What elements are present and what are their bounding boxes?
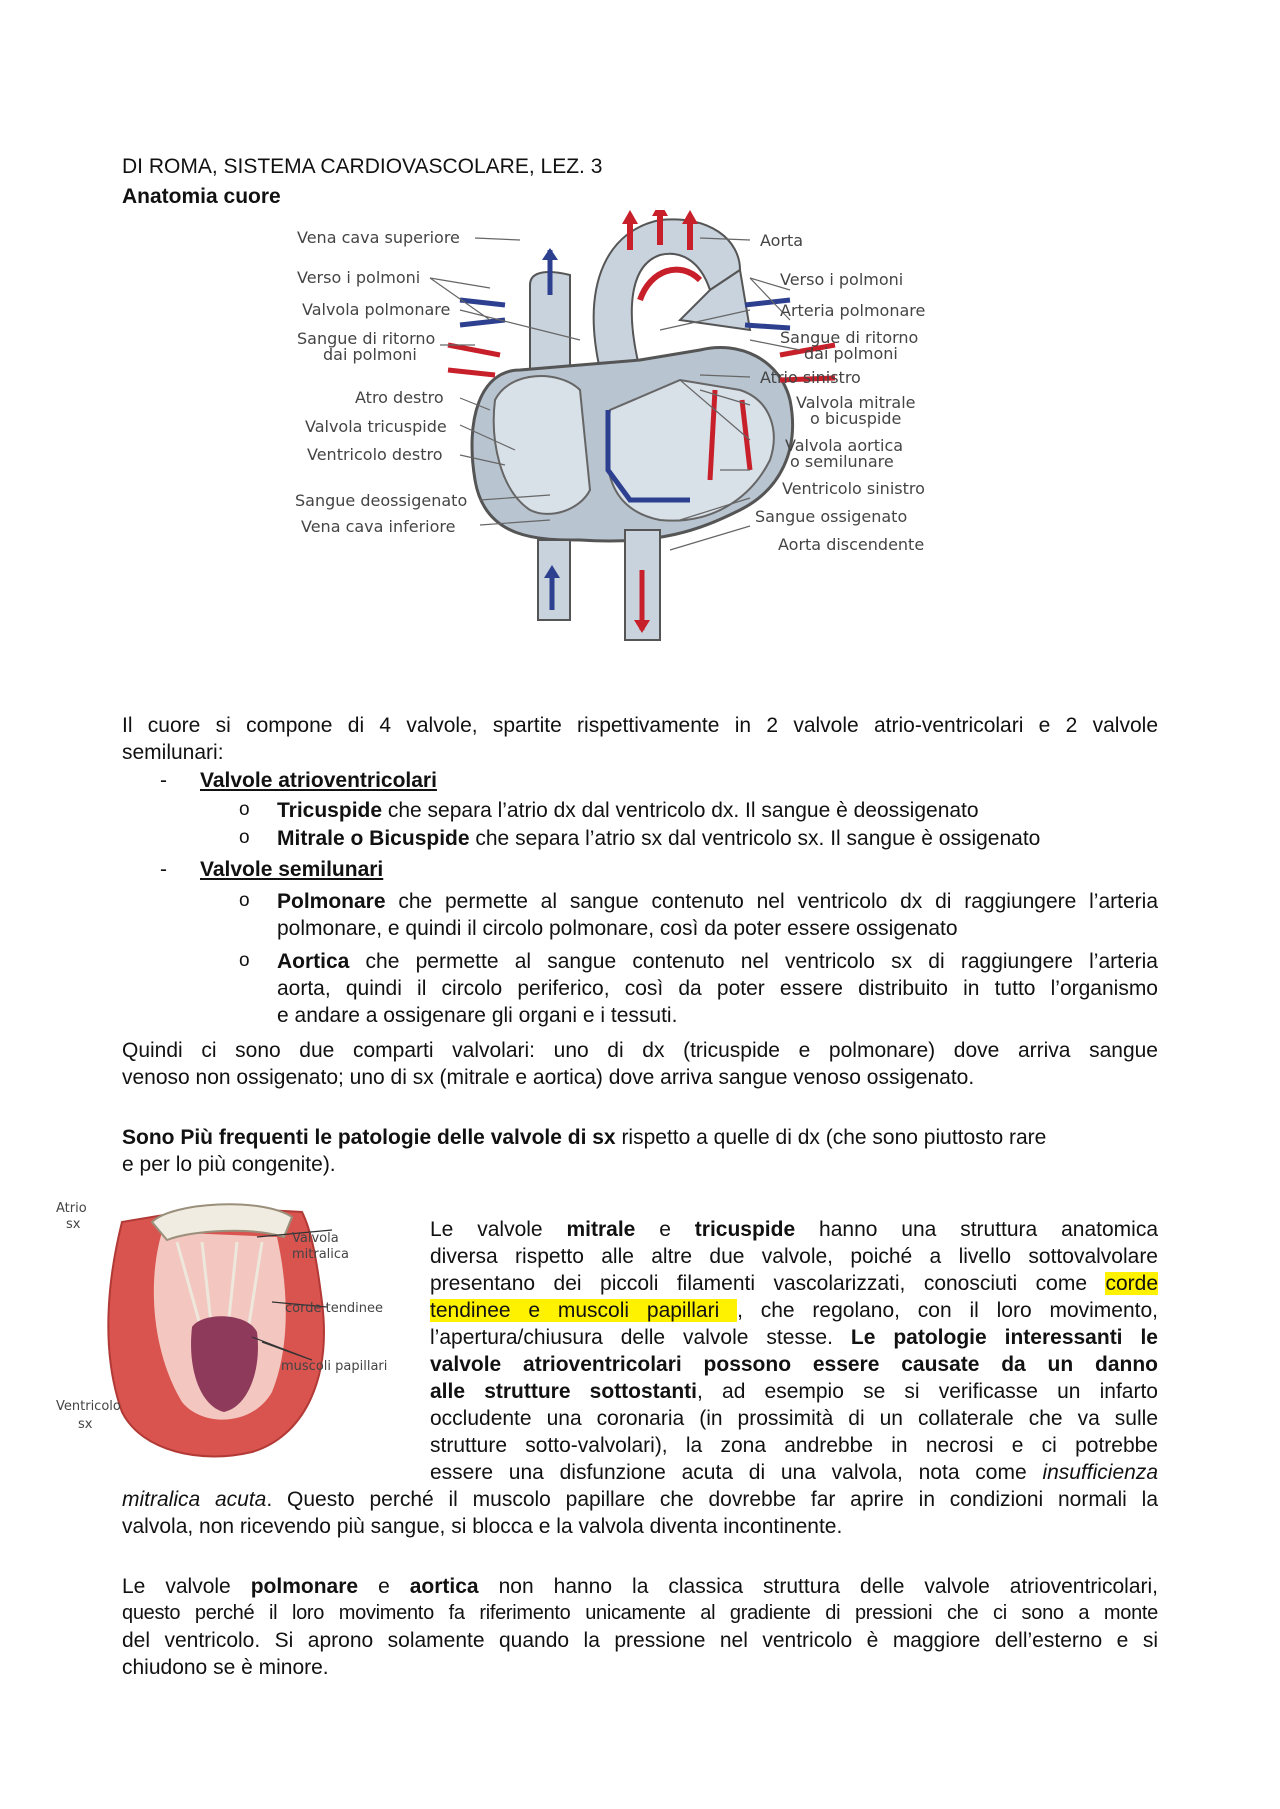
semilunar-para-line-2: questo perché il loro movimento fa riferimento unicamente al gradiente di pressioni che ci sono a monte bbox=[122, 1602, 1158, 1624]
list-dash: - bbox=[160, 858, 167, 881]
sp-text: e bbox=[358, 1575, 410, 1598]
mp-text: presentano dei piccoli filamenti vascolarizzati, conosciuti come bbox=[430, 1272, 1106, 1295]
pulmonary-name: Polmonare bbox=[277, 890, 386, 913]
label-atro-destro: Atro destro bbox=[355, 388, 444, 407]
mp-bold: alle strutture sottostanti bbox=[430, 1380, 698, 1403]
mitral-para-line-9: strutture sotto-valvolari), la zona andrebbe in necrosi e ci potrebbe bbox=[430, 1434, 1158, 1457]
label-sangue-deossigenato: Sangue deossigenato bbox=[295, 491, 468, 510]
mitral-para-line-2: diversa rispetto alle altre due valvole, poiché a livello sottovalvolare bbox=[430, 1245, 1158, 1268]
semilunar-para-line-3: del ventricolo. Si aprono solamente quando la pressione nel ventricolo è maggiore dell’esterno e si bbox=[122, 1629, 1158, 1652]
mp-bold: Le patologie interessanti le bbox=[850, 1326, 1158, 1349]
label-valvola-polmonare: Valvola polmonare bbox=[302, 300, 451, 319]
label-dai-polmoni-left: dai polmoni bbox=[323, 345, 417, 364]
aortic-text-1: che permette al sangue contenuto nel ventricolo sx di raggiungere l’arteria bbox=[349, 950, 1158, 973]
av-valves-title: Valvole atrioventricolari bbox=[200, 769, 437, 792]
label-verso-polmoni-left: Verso i polmoni bbox=[297, 268, 421, 287]
mp-highlight: tendinee e muscoli papillari bbox=[430, 1299, 738, 1322]
mp-italic: insufficienza bbox=[1042, 1461, 1158, 1484]
label-arteria-polmonare: Arteria polmonare bbox=[780, 301, 926, 320]
semilunar-para-line-1 bbox=[122, 1573, 1158, 1600]
label-valvola-tricuspide: Valvola tricuspide bbox=[305, 417, 447, 436]
heart-labels-left bbox=[295, 228, 467, 536]
label-aorta: Aorta bbox=[760, 231, 804, 250]
mp-text: l’apertura/chiusura delle valvole stesse. bbox=[430, 1326, 851, 1349]
mitral-para-line-3 bbox=[430, 1270, 1158, 1297]
semilunar-para-line-4: chiudono se è minore. bbox=[122, 1656, 329, 1679]
figure-label-ventricolo: Ventricolo bbox=[56, 1399, 121, 1414]
aortic-item-line-2: aorta, quindi il circolo periferico, così da poter essere distribuito in tutto l’organismo bbox=[277, 977, 1158, 1000]
frequency-line-1 bbox=[122, 1124, 1046, 1151]
list-bullet: o bbox=[239, 890, 250, 911]
mitral-para-line-1 bbox=[430, 1216, 1158, 1243]
label-ventricolo-destro: Ventricolo destro bbox=[307, 445, 443, 464]
mp-text: hanno una struttura anatomica bbox=[795, 1218, 1158, 1241]
mp-text: . Questo perché il muscolo papillare che dovrebbe far aprire in condizioni normali la bbox=[266, 1488, 1158, 1511]
mitral-para-line-10 bbox=[430, 1459, 1158, 1486]
figure-label-muscoli: muscoli papillari bbox=[281, 1359, 388, 1374]
label-ventricolo-sinistro: Ventricolo sinistro bbox=[782, 479, 925, 498]
intro-line-2: semilunari: bbox=[122, 741, 224, 764]
aortic-name: Aortica bbox=[277, 950, 350, 973]
pulmonary-item-line-2: polmonare, e quindi il circolo polmonare, così da poter essere ossigenato bbox=[277, 917, 958, 940]
figure-label-atrio-sx: sx bbox=[66, 1217, 81, 1232]
mp-highlight: corde bbox=[1105, 1272, 1158, 1295]
frequency-bold: Sono Più frequenti le patologie delle valvole di sx bbox=[122, 1126, 616, 1149]
mitral-para-line-6: valvole atrioventricolari possono essere causate da un danno bbox=[430, 1353, 1158, 1376]
label-sangue-ritorno-right: Sangue di ritorno bbox=[780, 328, 919, 347]
tricuspid-item bbox=[277, 797, 979, 824]
mitral-name: Mitrale o Bicuspide bbox=[277, 827, 470, 850]
frequency-rest: rispetto a quelle di dx (che sono piuttosto rare bbox=[615, 1126, 1047, 1149]
mitral-text: che separa l’atrio sx dal ventricolo sx. Il sangue è ossigenato bbox=[469, 827, 1041, 850]
mitral-para-line-8: occludente una coronaria (in prossimità di un collaterale che va sulle bbox=[430, 1407, 1158, 1430]
figure-label-mitralica: mitralica bbox=[292, 1247, 350, 1262]
figure-label-ventricolo-sx: sx bbox=[78, 1417, 93, 1432]
mp-text: , ad esempio se si verificasse un infarto bbox=[697, 1380, 1158, 1403]
tricuspid-name: Tricuspide bbox=[277, 799, 383, 822]
label-vena-cava-superiore: Vena cava superiore bbox=[297, 228, 460, 247]
tricuspid-text: che separa l’atrio dx dal ventricolo dx. Il sangue è deossigenato bbox=[382, 799, 979, 822]
mp-text: essere una disfunzione acuta di una valvola, nota come bbox=[430, 1461, 1043, 1484]
mitral-para-line-7 bbox=[430, 1378, 1158, 1405]
mitral-para-line-5 bbox=[430, 1324, 1158, 1351]
summary-line-1: Quindi ci sono due comparti valvolari: uno di dx (tricuspide e polmonare) dove arriva sangue bbox=[122, 1039, 1158, 1062]
section-title: Anatomia cuore bbox=[122, 185, 281, 208]
label-valvola-aortica: Valvola aortica bbox=[785, 436, 904, 455]
mp-italic: mitralica acuta bbox=[122, 1488, 267, 1511]
figure-label-atrio: Atrio bbox=[56, 1201, 87, 1216]
figure-label-valvola: Valvola bbox=[292, 1231, 339, 1246]
list-bullet: o bbox=[239, 827, 250, 848]
summary-line-2: venoso non ossigenato; uno di sx (mitrale e aortica) dove arriva sangue venoso ossigenato. bbox=[122, 1066, 975, 1089]
mp-bold-mitrale: mitrale bbox=[566, 1218, 636, 1241]
mitral-para-line-12: valvola, non ricevendo più sangue, si blocca e la valvola diventa incontinente. bbox=[122, 1515, 843, 1538]
list-dash: - bbox=[160, 769, 167, 792]
label-dai-polmoni-right: dai polmoni bbox=[804, 344, 898, 363]
figure-label-corde: corde tendinee bbox=[285, 1301, 384, 1316]
label-verso-polmoni-right: Verso i polmoni bbox=[780, 270, 904, 289]
mitral-item bbox=[277, 825, 1040, 852]
mp-text: , che regolano, con il loro movimento, bbox=[737, 1299, 1159, 1322]
label-o-semilunare: o semilunare bbox=[790, 452, 894, 471]
sp-bold-polmonare: polmonare bbox=[250, 1575, 359, 1598]
mp-text: Le valvole bbox=[430, 1218, 567, 1241]
list-bullet: o bbox=[239, 799, 250, 820]
label-sangue-ritorno-left: Sangue di ritorno bbox=[297, 329, 436, 348]
sp-bold-aortica: aortica bbox=[409, 1575, 479, 1598]
mitral-para-line-11 bbox=[122, 1486, 1158, 1513]
mitral-valve-figure bbox=[52, 1192, 412, 1467]
intro-line-1: Il cuore si compone di 4 valvole, spartite rispettivamente in 2 valvole atrio-ventricolari e 2 valvole bbox=[122, 714, 1158, 737]
heart-diagram bbox=[280, 210, 1000, 660]
frequency-line-2: e per lo più congenite). bbox=[122, 1153, 336, 1176]
aortic-item-line-3: e andare a ossigenare gli organi e i tessuti. bbox=[277, 1004, 678, 1027]
label-o-bicuspide: o bicuspide bbox=[810, 409, 902, 428]
mitral-para-line-4 bbox=[430, 1297, 1158, 1324]
label-aorta-discendente: Aorta discendente bbox=[778, 535, 925, 554]
sp-text: non hanno la classica struttura delle valvole atrioventricolari, bbox=[478, 1575, 1158, 1598]
mp-bold-tricuspide: tricuspide bbox=[694, 1218, 796, 1241]
list-bullet: o bbox=[239, 950, 250, 971]
pulmonary-item-line-1 bbox=[277, 888, 1158, 915]
heart-illustration bbox=[448, 210, 835, 640]
label-valvola-mitrale: Valvola mitrale bbox=[796, 393, 916, 412]
mp-text: e bbox=[635, 1218, 695, 1241]
pulmonary-text-1: che permette al sangue contenuto nel ventricolo dx di raggiungere l’arteria bbox=[385, 890, 1158, 913]
sl-valves-title: Valvole semilunari bbox=[200, 858, 384, 881]
label-vena-cava-inferiore: Vena cava inferiore bbox=[301, 517, 456, 536]
aortic-item-line-1 bbox=[277, 948, 1158, 975]
label-sangue-ossigenato: Sangue ossigenato bbox=[755, 507, 908, 526]
sp-text: Le valvole bbox=[122, 1575, 251, 1598]
document-header: DI ROMA, SISTEMA CARDIOVASCOLARE, LEZ. 3 bbox=[122, 155, 603, 178]
label-atrio-sinistro: Atrio sinistro bbox=[760, 368, 861, 387]
